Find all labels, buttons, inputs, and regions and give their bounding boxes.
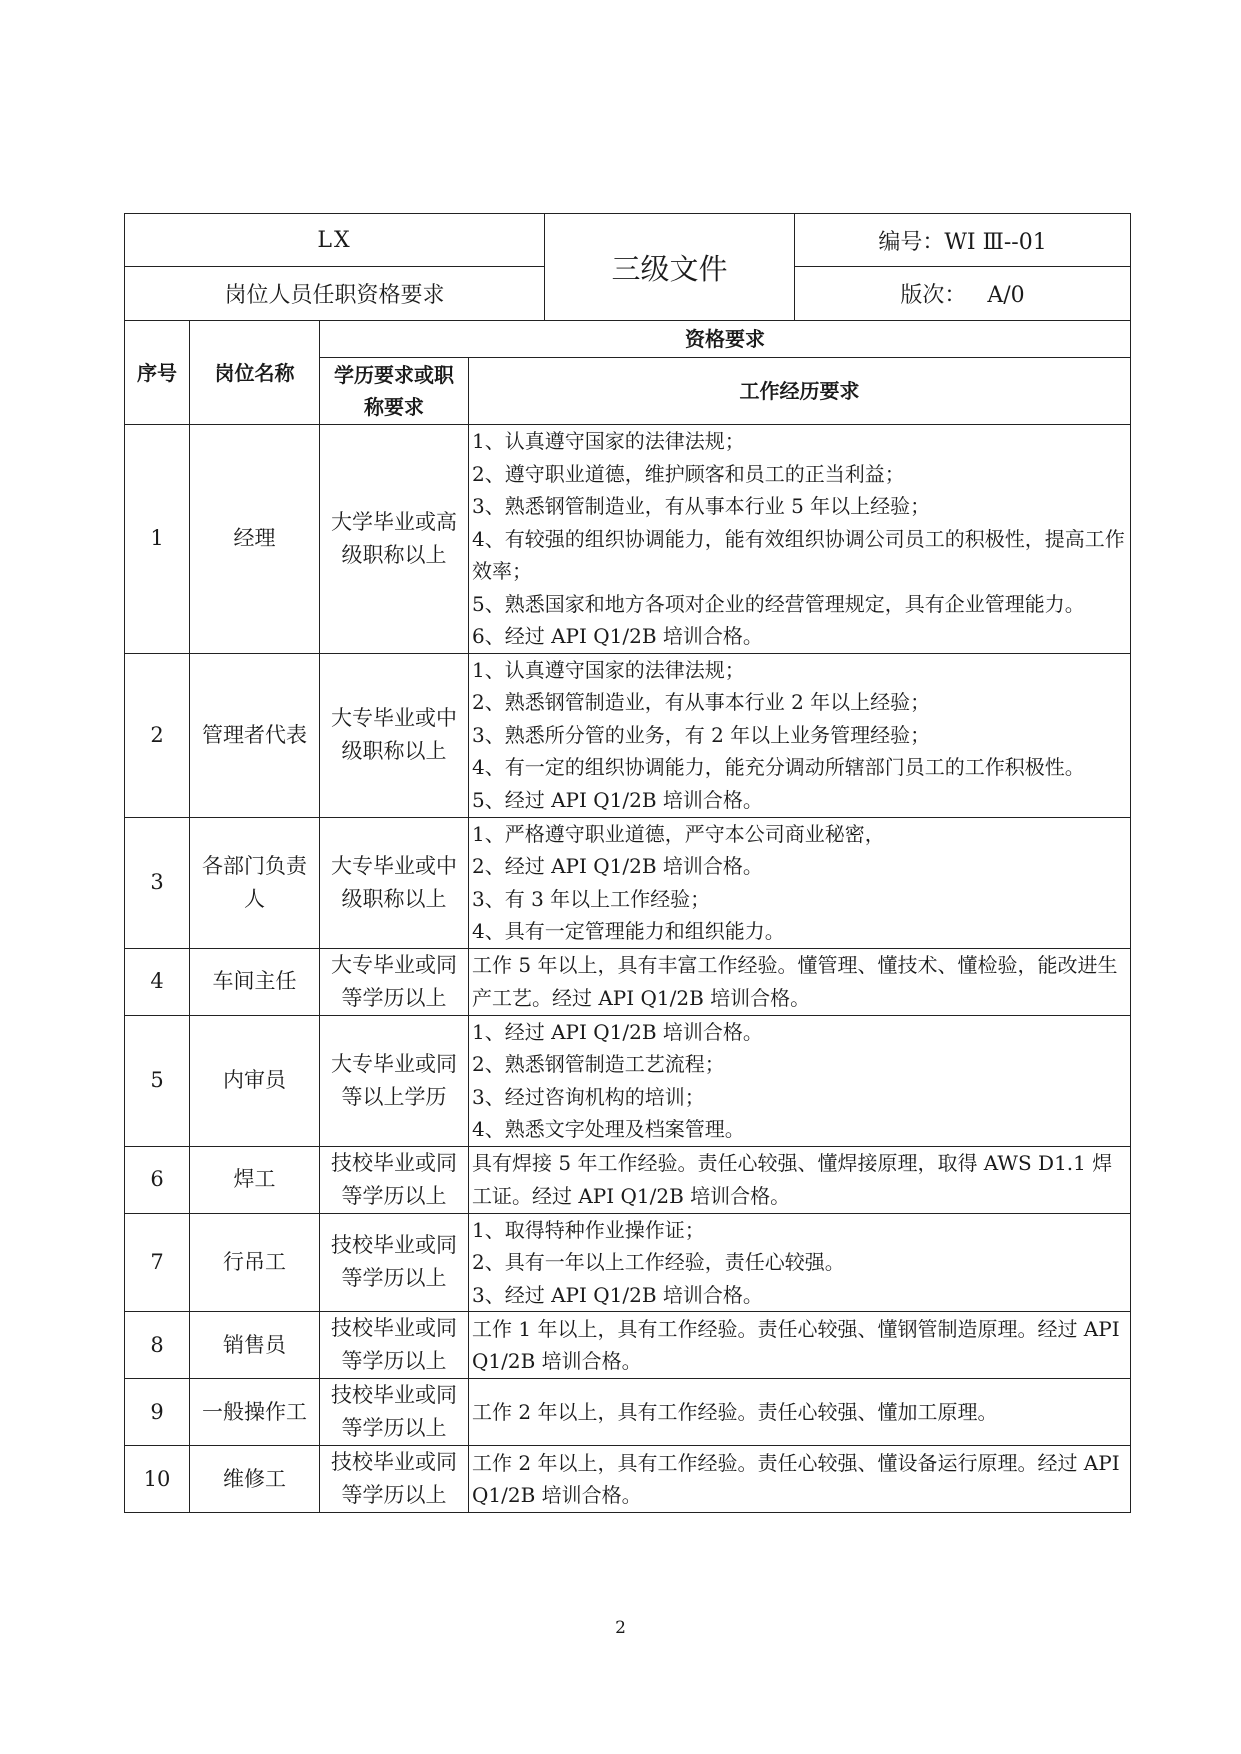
row-requirements: [469, 1146, 1131, 1213]
page-number: 2: [615, 1618, 626, 1638]
row-seq: 5: [125, 1015, 190, 1146]
table-row: [125, 1446, 1131, 1513]
requirement-item: 2、遵守职业道德，维护顾客和员工的正当利益；: [472, 461, 905, 486]
document-header: [124, 213, 1131, 321]
table-row: [125, 1312, 1131, 1379]
requirement-item: 6、经过 API Q1/2B 培训合格。: [472, 624, 763, 648]
row-requirements: [469, 1015, 1131, 1146]
row-requirements: [469, 1446, 1131, 1513]
header-work-experience: 工作经历要求: [469, 358, 1131, 425]
requirement-item: 具有焊接 5 年工作经验。责任心较强、懂焊接原理，取得 AWS D1.1 焊工证。经过 API Q1/2B 培训合格。: [472, 1151, 1113, 1208]
row-post: 内审员: [190, 1015, 320, 1146]
requirement-item: 5、熟悉国家和地方各项对企业的经营管理规定，具有企业管理能力。: [472, 591, 1085, 616]
requirement-item: 3、熟悉钢管制造业，有从事本行业 5 年以上经验；: [472, 494, 931, 518]
requirement-item: 3、经过咨询机构的培训；: [472, 1084, 705, 1109]
requirement-item: 4、有一定的组织协调能力，能充分调动所辖部门员工的工作积极性。: [472, 755, 1085, 780]
requirement-item: 1、取得特种作业操作证；: [472, 1217, 705, 1242]
row-education: 技校毕业或同等学历以上: [320, 1213, 469, 1312]
requirement-item: 2、熟悉钢管制造业，有从事本行业 2 年以上经验；: [472, 690, 931, 715]
row-seq: 4: [125, 948, 190, 1015]
requirement-item: 3、熟悉所分管的业务，有 2 年以上业务管理经验；: [472, 722, 931, 747]
requirement-item: 3、有 3 年以上工作经验；: [472, 886, 711, 911]
row-education: 大专毕业或同等学历以上: [320, 948, 469, 1015]
requirement-item: 4、有较强的组织协调能力，能有效组织协调公司员工的积极性，提高工作效率；: [472, 526, 1125, 583]
requirement-item: 1、经过 API Q1/2B 培训合格。: [472, 1019, 763, 1044]
requirement-item: 工作 2 年以上，具有工作经验。责任心较强、懂设备运行原理。经过 API Q1/2B 培训合格。: [472, 1450, 1120, 1507]
row-seq: 8: [125, 1312, 190, 1379]
row-post: 经理: [190, 425, 320, 654]
table-row: [125, 1015, 1131, 1146]
requirement-item: 工作 2 年以上，具有工作经验。责任心较强、懂加工原理。: [472, 1399, 998, 1424]
requirement-item: 工作 1 年以上，具有工作经验。责任心较强、懂钢管制造原理。经过 API Q1/2B 培训合格。: [472, 1316, 1120, 1373]
requirement-item: 1、严格遵守职业道德，严守本公司商业秘密，: [472, 821, 885, 846]
row-education: 大专毕业或中级职称以上: [320, 817, 469, 948]
row-requirements: [469, 1213, 1131, 1312]
requirement-item: 2、具有一年以上工作经验，责任心较强。: [472, 1250, 845, 1274]
row-education: 技校毕业或同等学历以上: [320, 1146, 469, 1213]
row-requirements: [469, 425, 1131, 654]
requirement-item: 3、经过 API Q1/2B 培训合格。: [472, 1282, 763, 1307]
row-seq: 1: [125, 425, 190, 654]
table-row: [125, 653, 1131, 817]
table-row: [125, 948, 1131, 1015]
row-seq: 6: [125, 1146, 190, 1213]
row-requirements: [469, 948, 1131, 1015]
header-education: 学历要求或职称要求: [320, 358, 469, 425]
row-post: 销售员: [190, 1312, 320, 1379]
row-education: 技校毕业或同等学历以上: [320, 1312, 469, 1379]
row-post: 各部门负责人: [190, 817, 320, 948]
table-row: [125, 1213, 1131, 1312]
requirement-item: 2、经过 API Q1/2B 培训合格。: [472, 854, 763, 878]
table-row: [125, 1146, 1131, 1213]
table-row: [125, 1379, 1131, 1446]
row-post: 焊工: [190, 1146, 320, 1213]
header-post: 岗位名称: [190, 321, 320, 425]
document-number: 编号：WI Ⅲ--01: [795, 214, 1131, 267]
company-name: LX: [125, 214, 545, 267]
row-education: 技校毕业或同等学历以上: [320, 1379, 469, 1446]
requirement-item: 4、具有一定管理能力和组织能力。: [472, 919, 785, 943]
row-education: 大专毕业或同等以上学历: [320, 1015, 469, 1146]
requirement-item: 4、熟悉文字处理及档案管理。: [472, 1117, 745, 1141]
row-seq: 3: [125, 817, 190, 948]
document-level: 三级文件: [545, 214, 795, 321]
row-requirements: [469, 1379, 1131, 1446]
table-row: [125, 817, 1131, 948]
requirement-item: 工作 5 年以上，具有丰富工作经验。懂管理、懂技术、懂检验，能改进生产工艺。经过 API Q1/2B 培训合格。: [472, 953, 1118, 1010]
requirement-item: 1、认真遵守国家的法律法规；: [472, 429, 745, 453]
row-post: 维修工: [190, 1446, 320, 1513]
row-post: 一般操作工: [190, 1379, 320, 1446]
row-seq: 9: [125, 1379, 190, 1446]
qualification-table: [124, 320, 1131, 1513]
row-requirements: [469, 653, 1131, 817]
header-seq: 序号: [125, 321, 190, 425]
row-post: 行吊工: [190, 1213, 320, 1312]
row-requirements: [469, 1312, 1131, 1379]
table-row: [125, 425, 1131, 654]
header-qualification: 资格要求: [320, 321, 1131, 358]
row-education: 大学毕业或高级职称以上: [320, 425, 469, 654]
row-seq: 10: [125, 1446, 190, 1513]
document-title: 岗位人员任职资格要求: [125, 267, 545, 321]
row-education: 大专毕业或中级职称以上: [320, 653, 469, 817]
requirement-item: 1、认真遵守国家的法律法规；: [472, 657, 745, 682]
row-seq: 7: [125, 1213, 190, 1312]
requirement-item: 5、经过 API Q1/2B 培训合格。: [472, 787, 763, 812]
row-education: 技校毕业或同等学历以上: [320, 1446, 469, 1513]
row-post: 车间主任: [190, 948, 320, 1015]
row-post: 管理者代表: [190, 653, 320, 817]
row-requirements: [469, 817, 1131, 948]
row-seq: 2: [125, 653, 190, 817]
document-version: 版次： A/0: [795, 267, 1131, 321]
requirement-item: 2、熟悉钢管制造工艺流程；: [472, 1052, 725, 1076]
